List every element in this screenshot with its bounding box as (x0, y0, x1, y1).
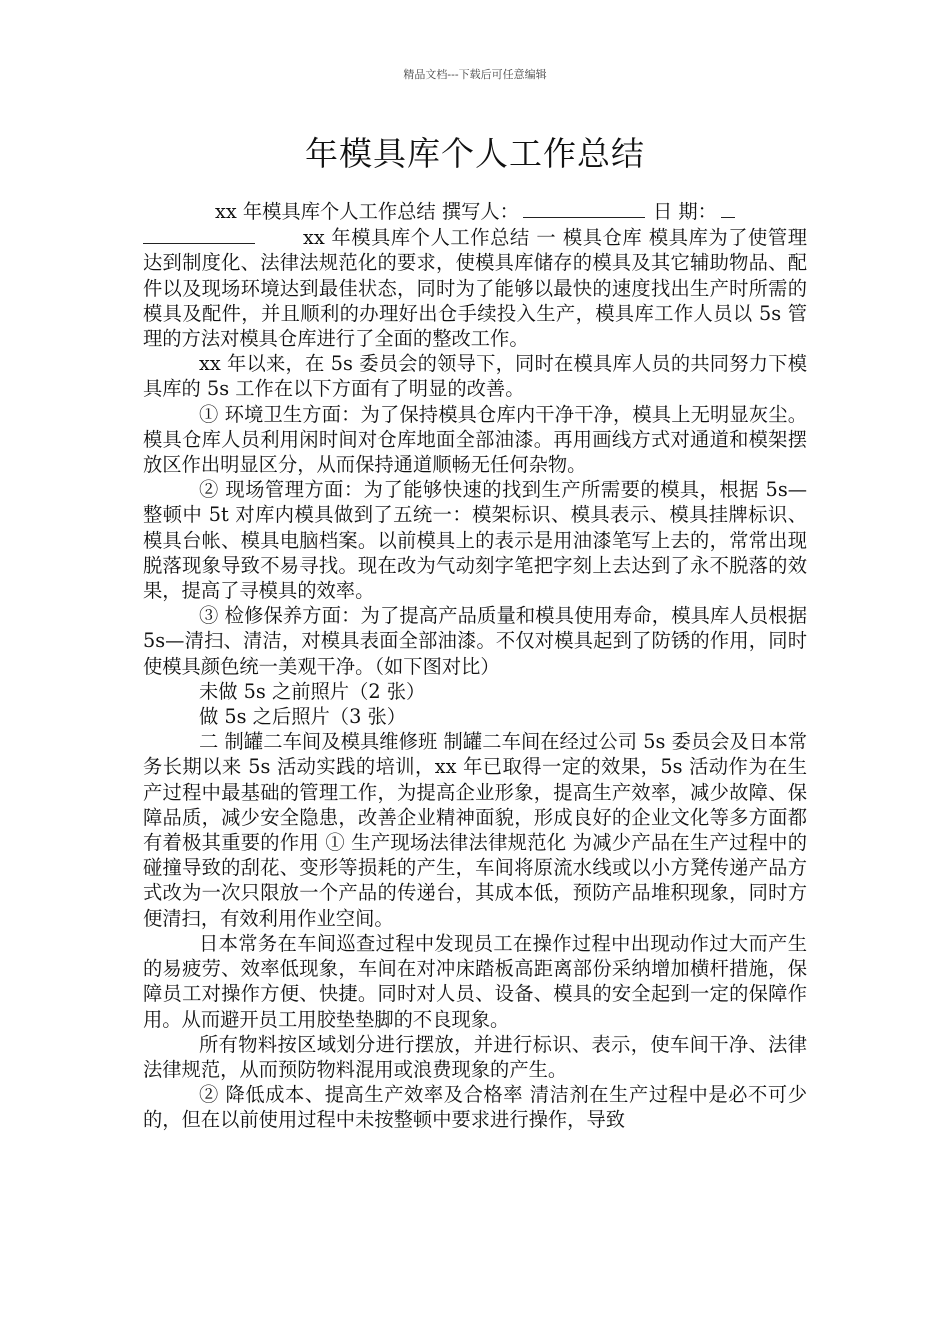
meta-prefix: xx 年模具库个人工作总结 撰写人： (215, 200, 519, 223)
body-paragraph: ③ 检修保养方面：为了提高产品质量和模具使用寿命，模具库人员根据 5s—清扫、清洁，对模具表面全部油漆。不仅对模具起到了防锈的作用，同时使模具颜色统一美观干净。（如下图对比） (143, 604, 807, 678)
body-paragraph: 所有物料按区域划分进行摆放，并进行标识、表示，使车间干净、法律法律规范，从而预防物料混用或浪费现象的产生。 (143, 1032, 807, 1081)
lead-paragraph (143, 224, 807, 351)
meta-line (143, 198, 807, 224)
body-paragraph: ② 现场管理方面：为了能够快速的找到生产所需要的模具，根据 5s—整顿中 5t 对库内模具做到了五统一：模架标识、模具表示、模具挂牌标识、模具台帐、模具电脑档案。以前模具上的表示是用油漆笔写上去的，常常出现脱落现象导致不易寻找。现在改为气动刻字笔把字刻上去达到了永不脱落的效果，提高了寻模具的效率。 (143, 478, 807, 603)
header-note: 精品文档---下载后可任意编辑 (403, 68, 547, 81)
body-paragraph: ② 降低成本、提高生产效率及合格率 清洁剂在生产过程中是必不可少的，但在以前使用过程中未按整顿中要求进行操作，导致 (143, 1083, 807, 1132)
lead-text: xx 年模具库个人工作总结 一 模具仓库 模具库为了使管理达到制度化、法律法规范化的要求，使模具库储存的模具及其它辅助物品、配件以及现场环境达到最佳状态，同时为了能够以最快的速度找出生产时所需的模具及配件，并且顺利的办理好出仓手续投入生产，模具库工作人员以 5s 管理的方法对模具仓库进行了全面的整改工作。 (143, 226, 807, 351)
date-blank (721, 198, 735, 218)
body-paragraph: xx 年以来，在 5s 委员会的领导下，同时在模具库人员的共同努力下模具库的 5s 工作在以下方面有了明显的改善。 (143, 352, 807, 401)
body-paragraph: 日本常务在车间巡查过程中发现员工在操作过程中出现动作过大而产生的易疲劳、效率低现象，车间在对冲床踏板高距离部份采纳增加横杆措施，保障员工对操作方便、快捷。同时对人员、设备、模具的安全起到一定的保障作用。从而避开员工用胶垫垫脚的不良现象。 (143, 931, 807, 1031)
date-blank-continued (143, 224, 255, 244)
photo-caption-after: 做 5s 之后照片（3 张） (198, 705, 407, 729)
body-paragraph: ① 环境卫生方面：为了保持模具仓库内干净干净，模具上无明显灰尘。模具仓库人员利用闲时间对仓库地面全部油漆。再用画线方式对通道和模架摆放区作出明显区分，从而保持通道顺畅无任何杂物。 (143, 402, 807, 477)
date-label: 日 期： (652, 200, 717, 223)
author-blank (523, 198, 645, 218)
document-title: 年模具库个人工作总结 (305, 134, 645, 173)
photo-caption-before: 未做 5s 之前照片（2 张） (198, 679, 426, 703)
document-body (143, 198, 807, 1133)
body-paragraph: 二 制罐二车间及模具维修班 制罐二车间在经过公司 5s 委员会及日本常务长期以来 5s 活动实践的培训，xx 年已取得一定的效果，5s 活动作为在生产过程中最基础的管理工作，为提高企业形象，提高生产效率，减少故障、保障品质，减少安全隐患，改善企业精神面貌，形成良好的企业文化等多方面都有着极其重要的作用 ① 生产现场法律法律规范化 为减少产品在生产过程中的碰撞导致的刮花、变形等损耗的产生，车间将原流水线或以小方凳传递产品方式改为一次只限放一个产品的传递台，其成本低，预防产品堆积现象，同时方便清扫，有效利用作业空间。 (143, 730, 807, 930)
